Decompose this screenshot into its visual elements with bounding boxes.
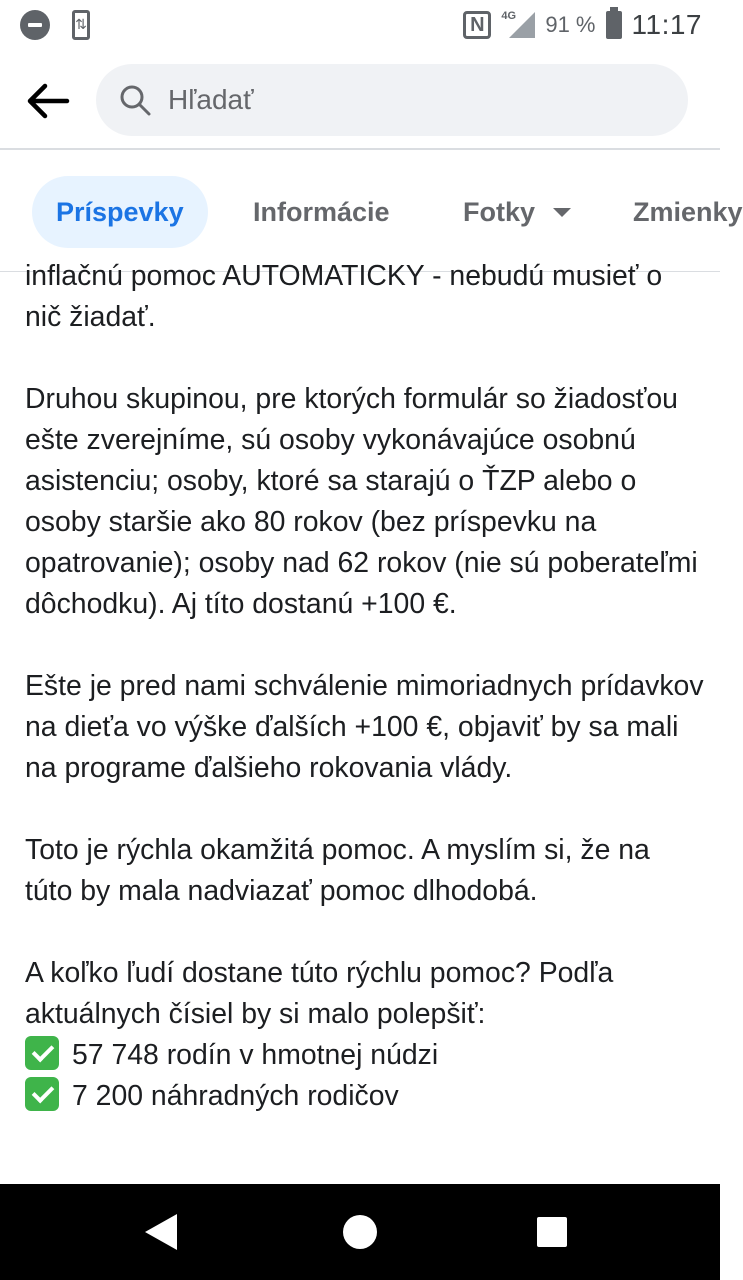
nav-recents-icon[interactable] — [537, 1217, 567, 1247]
post-content — [0, 260, 720, 1184]
post-paragraph: Toto je rýchla okamžitá pomoc. A myslím si, že na túto by mala nadviazať pomoc dlhodobá. — [25, 834, 650, 907]
post-text — [25, 256, 705, 1117]
tab-posts[interactable] — [32, 176, 208, 248]
tab-label: Zmienky — [633, 196, 743, 227]
search-icon — [118, 83, 152, 117]
list-item-text: 57 748 rodín v hmotnej núdzi — [72, 1039, 439, 1071]
check-mark-icon — [25, 1036, 59, 1070]
battery-percent: 91 % — [545, 12, 596, 37]
phone-sync-icon: ⇅ — [72, 10, 90, 40]
do-not-disturb-icon — [20, 10, 50, 40]
status-bar — [0, 0, 720, 50]
post-paragraph: Druhou skupinou, pre ktorých formulár so žiadosťou ešte zverejníme, sú osoby vykonávajúce osobnú asistenciu; osoby, ktoré sa starajú o ŤZP alebo o osoby staršie ako 80 rokov (bez príspevku na opatrovanie); osoby nad 62 rokov (nie sú poberateľmi dôchodku). Aj títo dostanú +100 €. — [25, 383, 698, 620]
clock: 11:17 — [631, 9, 702, 40]
tab-label: Informácie — [253, 196, 390, 227]
list-item — [25, 1076, 705, 1117]
tab-label: Fotky — [463, 196, 536, 227]
post-paragraph: Ešte je pred nami schválenie mimoriadnych prídavkov na dieťa vo výške ďalších +100 €, objaviť by sa mali na programe ďalšieho rokovania vlády. — [25, 670, 704, 784]
tab-mentions[interactable] — [633, 176, 743, 248]
nav-back-icon[interactable] — [143, 1212, 179, 1252]
signal-icon — [501, 10, 535, 40]
status-right — [463, 0, 702, 50]
check-mark-icon — [25, 1077, 59, 1111]
network-type: 4G — [501, 10, 517, 22]
nav-home-icon[interactable] — [343, 1215, 377, 1249]
back-button[interactable] — [22, 76, 72, 126]
status-left — [20, 10, 90, 40]
battery-icon — [606, 11, 622, 39]
navigation-bar — [0, 1184, 720, 1280]
tab-photos[interactable] — [463, 176, 571, 248]
profile-tabs — [0, 152, 743, 272]
list-item-text: 7 200 náhradných rodičov — [72, 1080, 399, 1112]
list-item — [25, 1035, 705, 1076]
arrow-left-icon — [25, 83, 69, 119]
search-input[interactable] — [166, 83, 650, 117]
caret-down-icon — [553, 208, 571, 217]
search-header — [0, 50, 720, 150]
nfc-icon: N — [463, 11, 491, 39]
post-paragraph: inflačnú pomoc AUTOMATICKY - nebudú musieť o nič žiadať. — [25, 260, 663, 333]
search-field[interactable] — [96, 64, 688, 136]
tab-about[interactable] — [253, 176, 390, 248]
tab-label: Príspevky — [56, 196, 184, 227]
post-paragraph: A koľko ľudí dostane túto rýchlu pomoc? Podľa aktuálnych čísiel by si malo polepšiť: — [25, 957, 614, 1030]
